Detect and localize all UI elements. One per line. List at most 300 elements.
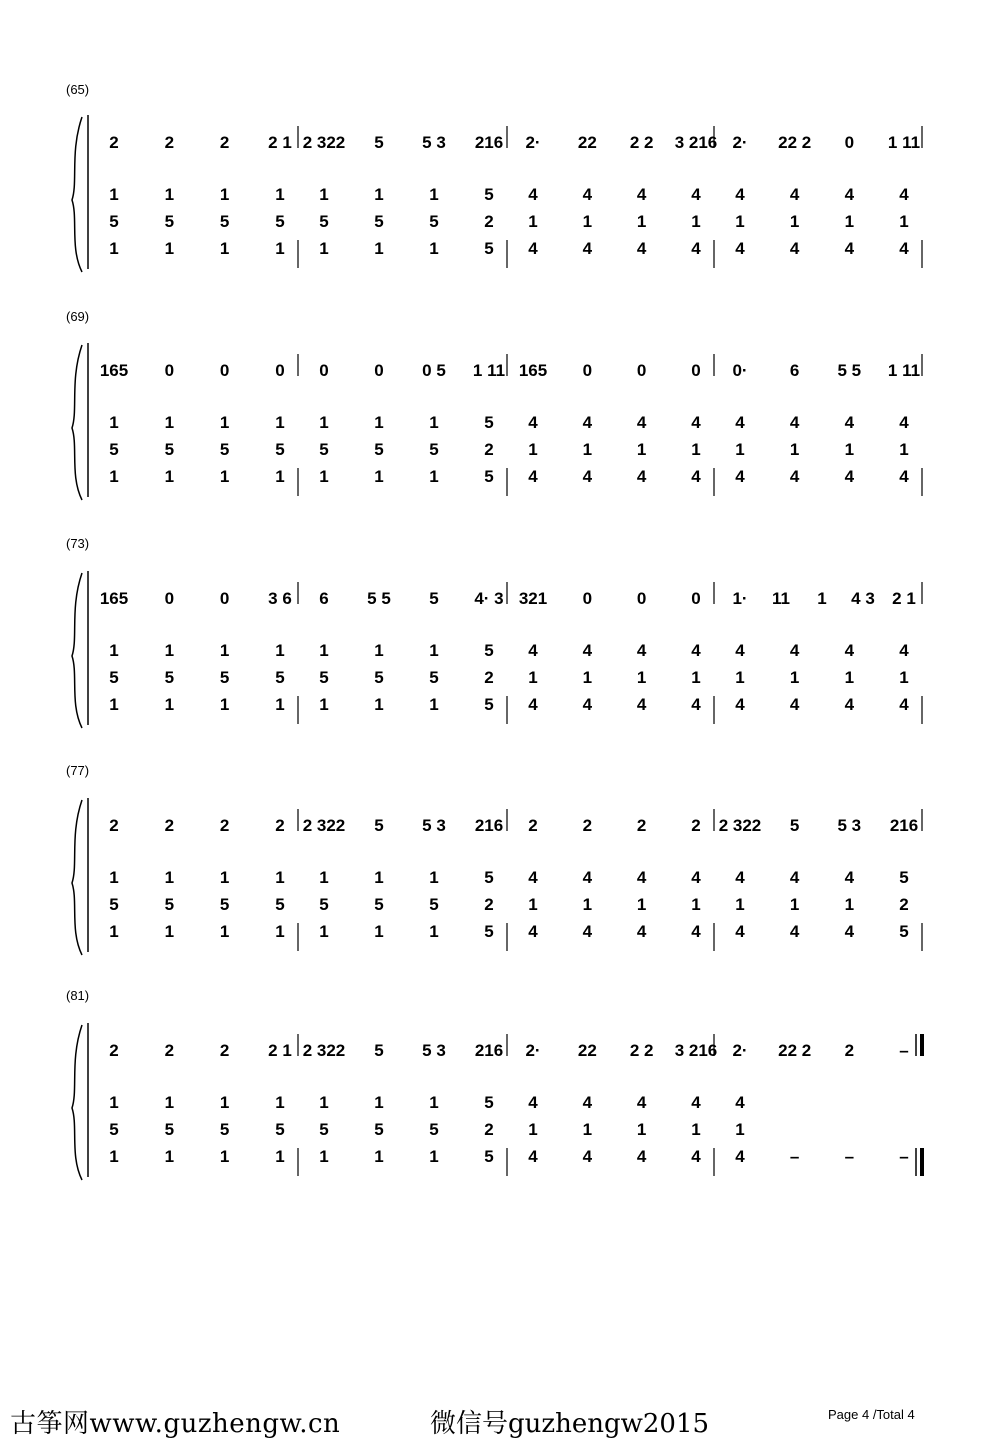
accompaniment-note: 5: [374, 668, 384, 687]
accompaniment-note: 2: [484, 1120, 494, 1139]
accompaniment-note: 4: [735, 239, 745, 258]
accompaniment-note: 5: [219, 212, 230, 231]
accompaniment-note: 4: [691, 695, 701, 714]
accompaniment-note: 1: [275, 922, 285, 941]
accompaniment-note: 1: [429, 185, 439, 204]
accompaniment-note: 4: [735, 922, 745, 941]
accompaniment-note: 5: [275, 668, 285, 687]
accompaniment-note: 1: [636, 1120, 647, 1139]
accompaniment-note: 4: [899, 695, 909, 714]
accompaniment-note: 5: [219, 440, 230, 459]
accompaniment-note: 1: [109, 185, 119, 204]
footer-wechat-label: 微信号guzhengw2015: [430, 1409, 710, 1439]
accompaniment-note: 1: [582, 895, 593, 914]
accompaniment-note: 5: [319, 440, 329, 459]
accompaniment-note: 1: [374, 467, 384, 486]
accompaniment-note: 4: [636, 467, 647, 486]
accompaniment-note: 4: [844, 868, 855, 887]
melody-note: 0: [275, 361, 285, 380]
melody-note: 5: [429, 589, 439, 608]
accompaniment-note: 5: [219, 668, 230, 687]
melody-note: 2: [636, 816, 647, 835]
accompaniment-note: 4: [636, 239, 647, 258]
accompaniment-note: 1: [429, 868, 439, 887]
melody-note: 0: [219, 361, 230, 380]
accompaniment-note: 1: [374, 695, 384, 714]
melody-note: 5 3: [422, 816, 446, 835]
accompaniment-note: 1: [528, 212, 538, 231]
accompaniment-note: 4: [691, 1147, 701, 1166]
accompaniment-note: 1: [164, 695, 175, 714]
melody-note: 0: [164, 361, 175, 380]
melody-note: 2: [219, 133, 230, 152]
melody-note: 1 11: [887, 133, 921, 152]
system-number: (73): [66, 536, 90, 551]
system-brace: [72, 1025, 82, 1180]
accompaniment-note: 4: [691, 185, 701, 204]
accompaniment-note: 5: [484, 185, 494, 204]
melody-note: 4· 3: [474, 589, 504, 608]
accompaniment-note: 4: [636, 1093, 647, 1112]
accompaniment-note: 1: [109, 922, 119, 941]
accompaniment-note: 4: [691, 868, 701, 887]
accompaniment-note: 1: [429, 1093, 439, 1112]
accompaniment-note: 5: [484, 413, 494, 432]
accompaniment-note: 1: [735, 212, 745, 231]
accompaniment-note: 1: [109, 695, 119, 714]
accompaniment-note: 1: [219, 641, 230, 660]
accompaniment-note: 5: [164, 212, 175, 231]
melody-note: 216: [889, 816, 919, 835]
accompaniment-note: 4: [528, 1093, 538, 1112]
accompaniment-note: 5: [109, 440, 119, 459]
accompaniment-note: 1: [164, 1147, 175, 1166]
accompaniment-note: 1: [374, 1093, 384, 1112]
accompaniment-note: 1: [219, 239, 230, 258]
melody-note: 2·: [525, 1041, 541, 1060]
accompaniment-note: 1: [582, 668, 593, 687]
accompaniment-note: 1: [844, 440, 855, 459]
melody-note: 2 1: [268, 133, 292, 152]
accompaniment-note: 1: [789, 440, 800, 459]
accompaniment-note: 1: [219, 185, 230, 204]
accompaniment-note: 5: [374, 440, 384, 459]
accompaniment-note: 4: [582, 922, 593, 941]
melody-note: 4 3: [851, 589, 875, 608]
melody-note: 11: [772, 589, 790, 608]
accompaniment-note: 4: [528, 695, 538, 714]
accompaniment-note: 1: [844, 668, 855, 687]
accompaniment-note: 1: [219, 467, 230, 486]
accompaniment-note: 1: [528, 1120, 538, 1139]
melody-note: 2: [164, 816, 175, 835]
accompaniment-note: 1: [374, 413, 384, 432]
accompaniment-note: 5: [109, 895, 119, 914]
accompaniment-note: 5: [484, 1147, 494, 1166]
accompaniment-note: 5: [899, 922, 909, 941]
melody-note: 0: [374, 361, 384, 380]
accompaniment-note: 4: [789, 467, 800, 486]
accompaniment-note: 5: [429, 895, 439, 914]
accompaniment-note: 1: [582, 440, 593, 459]
melody-note: 2·: [525, 133, 541, 152]
accompaniment-note: 4: [691, 641, 701, 660]
accompaniment-note: 1: [109, 467, 119, 486]
page-indicator: Page 4 /Total 4: [828, 1407, 915, 1422]
melody-note: 2 322: [718, 816, 762, 835]
system-brace: [72, 345, 82, 500]
melody-note: 3 6: [268, 589, 292, 608]
melody-note: 165: [99, 589, 129, 608]
accompaniment-note: 1: [275, 413, 285, 432]
accompaniment-note: 1: [275, 1093, 285, 1112]
melody-note: 5 3: [422, 133, 446, 152]
accompaniment-note: 5: [319, 1120, 329, 1139]
accompaniment-note: 4: [636, 922, 647, 941]
accompaniment-note: 4: [899, 413, 909, 432]
accompaniment-note: 4: [528, 413, 538, 432]
accompaniment-note: 4: [899, 641, 909, 660]
accompaniment-note: 4: [789, 868, 800, 887]
melody-note: 2: [109, 133, 119, 152]
accompaniment-note: 1: [691, 440, 701, 459]
accompaniment-note: 1: [899, 212, 909, 231]
accompaniment-note: 4: [528, 868, 538, 887]
melody-note: 0·: [732, 361, 748, 380]
accompaniment-note: 4: [844, 695, 855, 714]
accompaniment-note: 4: [844, 641, 855, 660]
melody-note: 0 5: [422, 361, 446, 380]
accompaniment-note: 4: [844, 413, 855, 432]
melody-note: 2 2: [629, 133, 654, 152]
system-brace: [72, 800, 82, 955]
accompaniment-note: 4: [582, 641, 593, 660]
accompaniment-note: 1: [275, 641, 285, 660]
accompaniment-note: 4: [735, 1147, 745, 1166]
accompaniment-note: 1: [319, 185, 329, 204]
accompaniment-note: 4: [582, 1147, 593, 1166]
accompaniment-note: 5: [484, 695, 494, 714]
accompaniment-note: 1: [164, 868, 175, 887]
accompaniment-note: 4: [528, 239, 538, 258]
accompaniment-note: 5: [275, 440, 285, 459]
accompaniment-note: 4: [735, 1093, 745, 1112]
melody-note: 5: [789, 816, 800, 835]
accompaniment-note: 1: [275, 239, 285, 258]
accompaniment-note: 5: [484, 239, 494, 258]
accompaniment-note: 1: [219, 695, 230, 714]
accompaniment-note: 1: [735, 668, 745, 687]
melody-note: 2: [582, 816, 593, 835]
accompaniment-note: 1: [319, 1147, 329, 1166]
accompaniment-note: 1: [374, 185, 384, 204]
accompaniment-note: 1: [844, 895, 855, 914]
accompaniment-note: 4: [582, 185, 593, 204]
accompaniment-note: 5: [109, 1120, 119, 1139]
accompaniment-note: 1: [109, 239, 119, 258]
accompaniment-note: 1: [109, 413, 119, 432]
melody-note: 0: [319, 361, 329, 380]
accompaniment-note: 1: [219, 868, 230, 887]
melody-note: 22 2: [778, 133, 812, 152]
melody-note: 2: [219, 816, 230, 835]
melody-note: 1·: [732, 589, 748, 608]
melody-note: 2: [844, 1041, 855, 1060]
melody-note: 0: [582, 589, 593, 608]
accompaniment-note: 5: [374, 895, 384, 914]
accompaniment-note: 1: [691, 668, 701, 687]
accompaniment-note: 5: [109, 212, 119, 231]
accompaniment-note: 4: [735, 185, 745, 204]
accompaniment-note: 1: [374, 641, 384, 660]
accompaniment-note: 1: [735, 895, 745, 914]
accompaniment-note: 5: [319, 212, 329, 231]
melody-note: 0: [636, 589, 647, 608]
accompaniment-note: 5: [484, 641, 494, 660]
melody-note: 5: [374, 133, 384, 152]
accompaniment-note: 4: [636, 1147, 647, 1166]
accompaniment-note: 1: [691, 895, 701, 914]
accompaniment-note: 1: [109, 868, 119, 887]
accompaniment-note: 5: [275, 212, 285, 231]
accompaniment-note: 4: [582, 467, 593, 486]
system-brace: [72, 573, 82, 728]
system-number: (69): [66, 309, 90, 324]
melody-note: 2: [219, 1041, 230, 1060]
melody-note: 2: [109, 1041, 119, 1060]
accompaniment-note: 2: [899, 895, 909, 914]
accompaniment-note: 5: [164, 440, 175, 459]
accompaniment-note: 4: [582, 695, 593, 714]
accompaniment-note: 1: [219, 1093, 230, 1112]
melody-note: 0: [844, 133, 855, 152]
system-number: (77): [66, 763, 90, 778]
melody-note: 2 2: [629, 1041, 654, 1060]
accompaniment-note: 4: [735, 695, 745, 714]
melody-note: 0: [691, 589, 701, 608]
melody-note: 2: [164, 133, 175, 152]
accompaniment-note: 1: [789, 668, 800, 687]
accompaniment-note: 1: [429, 922, 439, 941]
accompaniment-note: 4: [691, 922, 701, 941]
accompaniment-note: 1: [374, 239, 384, 258]
accompaniment-note: 1: [789, 895, 800, 914]
melody-note: 3 216: [674, 1041, 718, 1060]
melody-note: 216: [474, 1041, 504, 1060]
accompaniment-note: 4: [789, 695, 800, 714]
accompaniment-note: 5: [429, 440, 439, 459]
accompaniment-note: 1: [429, 695, 439, 714]
accompaniment-note: 5: [899, 868, 909, 887]
accompaniment-note: 5: [219, 895, 230, 914]
accompaniment-note: 1: [109, 641, 119, 660]
accompaniment-note: 1: [275, 467, 285, 486]
accompaniment-note: 5: [484, 1093, 494, 1112]
melody-note: –: [899, 1041, 909, 1060]
accompaniment-note: 5: [319, 895, 329, 914]
accompaniment-note: 1: [319, 467, 329, 486]
accompaniment-note: 1: [844, 212, 855, 231]
accompaniment-note: 1: [109, 1093, 119, 1112]
melody-note: 6: [789, 361, 800, 380]
accompaniment-note: 1: [164, 641, 175, 660]
accompaniment-note: 4: [789, 413, 800, 432]
accompaniment-note: 4: [899, 467, 909, 486]
accompaniment-note: 2: [484, 895, 494, 914]
accompaniment-note: 4: [735, 641, 745, 660]
accompaniment-note: 4: [735, 413, 745, 432]
accompaniment-note: 1: [374, 922, 384, 941]
accompaniment-note: 1: [164, 467, 175, 486]
accompaniment-note: 4: [844, 467, 855, 486]
accompaniment-note: 1: [429, 641, 439, 660]
accompaniment-note: 4: [582, 413, 593, 432]
accompaniment-note: 1: [275, 185, 285, 204]
accompaniment-note: 5: [429, 668, 439, 687]
melody-note: 1 11: [887, 361, 921, 380]
melody-note: 2 1: [892, 589, 916, 608]
melody-note: 5 5: [837, 361, 862, 380]
accompaniment-note: 5: [484, 467, 494, 486]
accompaniment-note: 4: [735, 467, 745, 486]
melody-note: 2: [109, 816, 119, 835]
accompaniment-note: 1: [429, 1147, 439, 1166]
accompaniment-note: –: [789, 1147, 800, 1166]
melody-note: 321: [518, 589, 548, 608]
accompaniment-note: 4: [691, 467, 701, 486]
accompaniment-note: 4: [691, 239, 701, 258]
accompaniment-note: 4: [636, 868, 647, 887]
accompaniment-note: 4: [789, 922, 800, 941]
accompaniment-note: 1: [735, 1120, 745, 1139]
accompaniment-note: 1: [319, 868, 329, 887]
melody-note: 1: [817, 589, 827, 608]
melody-note: 2·: [732, 1041, 748, 1060]
accompaniment-note: 5: [164, 1120, 175, 1139]
footer-site-label: 古筝网www.guzhengw.cn: [10, 1409, 341, 1439]
accompaniment-note: 4: [735, 868, 745, 887]
melody-note: 22: [577, 133, 597, 152]
melody-note: 5: [374, 1041, 384, 1060]
accompaniment-note: 1: [899, 440, 909, 459]
accompaniment-note: 1: [164, 413, 175, 432]
accompaniment-note: 4: [636, 641, 647, 660]
accompaniment-note: 4: [844, 239, 855, 258]
accompaniment-note: 5: [219, 1120, 230, 1139]
accompaniment-note: 5: [275, 1120, 285, 1139]
accompaniment-note: 1: [789, 212, 800, 231]
accompaniment-note: –: [899, 1147, 909, 1166]
melody-note: 0: [164, 589, 175, 608]
accompaniment-note: 1: [691, 212, 701, 231]
accompaniment-note: 4: [528, 922, 538, 941]
accompaniment-note: 1: [319, 1093, 329, 1112]
melody-note: 5 3: [837, 816, 862, 835]
melody-note: 2 322: [302, 1041, 346, 1060]
accompaniment-note: 1: [319, 922, 329, 941]
accompaniment-note: –: [844, 1147, 855, 1166]
accompaniment-note: 4: [528, 467, 538, 486]
melody-note: 5: [374, 816, 384, 835]
accompaniment-note: 1: [636, 668, 647, 687]
accompaniment-note: 1: [528, 668, 538, 687]
accompaniment-note: 1: [164, 239, 175, 258]
accompaniment-note: 4: [582, 1093, 593, 1112]
accompaniment-note: 1: [691, 1120, 701, 1139]
melody-note: 22 2: [778, 1041, 812, 1060]
accompaniment-note: 5: [164, 668, 175, 687]
accompaniment-note: 1: [582, 212, 593, 231]
melody-note: 0: [691, 361, 701, 380]
accompaniment-note: 1: [109, 1147, 119, 1166]
accompaniment-note: 4: [899, 185, 909, 204]
accompaniment-note: 4: [582, 868, 593, 887]
accompaniment-note: 4: [691, 1093, 701, 1112]
accompaniment-note: 4: [691, 413, 701, 432]
accompaniment-note: 4: [636, 413, 647, 432]
accompaniment-note: 2: [484, 668, 494, 687]
accompaniment-note: 4: [899, 239, 909, 258]
accompaniment-note: 1: [374, 868, 384, 887]
melody-note: 1 11: [472, 361, 506, 380]
accompaniment-note: 4: [582, 239, 593, 258]
melody-note: 3 216: [674, 133, 718, 152]
accompaniment-note: 1: [735, 440, 745, 459]
accompaniment-note: 1: [528, 895, 538, 914]
accompaniment-note: 4: [844, 922, 855, 941]
accompaniment-note: 5: [374, 212, 384, 231]
accompaniment-note: 4: [789, 185, 800, 204]
accompaniment-note: 1: [164, 922, 175, 941]
melody-note: 5 3: [422, 1041, 446, 1060]
melody-note: 2: [164, 1041, 175, 1060]
accompaniment-note: 1: [219, 413, 230, 432]
melody-note: 165: [518, 361, 548, 380]
accompaniment-note: 4: [528, 641, 538, 660]
melody-note: 2: [528, 816, 538, 835]
accompaniment-note: 1: [275, 1147, 285, 1166]
accompaniment-note: 4: [844, 185, 855, 204]
accompaniment-note: 1: [275, 868, 285, 887]
melody-note: 0: [636, 361, 647, 380]
accompaniment-note: 5: [484, 868, 494, 887]
accompaniment-note: 1: [528, 440, 538, 459]
melody-note: 165: [99, 361, 129, 380]
melody-note: 5 5: [367, 589, 391, 608]
accompaniment-note: 1: [429, 239, 439, 258]
accompaniment-note: 4: [636, 695, 647, 714]
accompaniment-note: 1: [219, 1147, 230, 1166]
accompaniment-note: 1: [582, 1120, 593, 1139]
melody-note: 2 322: [302, 816, 346, 835]
accompaniment-note: 1: [219, 922, 230, 941]
accompaniment-note: 1: [636, 212, 647, 231]
accompaniment-note: 1: [429, 413, 439, 432]
accompaniment-note: 5: [275, 895, 285, 914]
melody-note: 2: [691, 816, 701, 835]
accompaniment-note: 5: [109, 668, 119, 687]
accompaniment-note: 4: [789, 641, 800, 660]
system-number: (81): [66, 988, 90, 1003]
accompaniment-note: 1: [319, 695, 329, 714]
accompaniment-note: 1: [164, 1093, 175, 1112]
melody-note: 216: [474, 816, 504, 835]
melody-note: 6: [319, 589, 329, 608]
accompaniment-note: 1: [319, 239, 329, 258]
accompaniment-note: 4: [528, 185, 538, 204]
accompaniment-note: 5: [319, 668, 329, 687]
accompaniment-note: 2: [484, 212, 494, 231]
